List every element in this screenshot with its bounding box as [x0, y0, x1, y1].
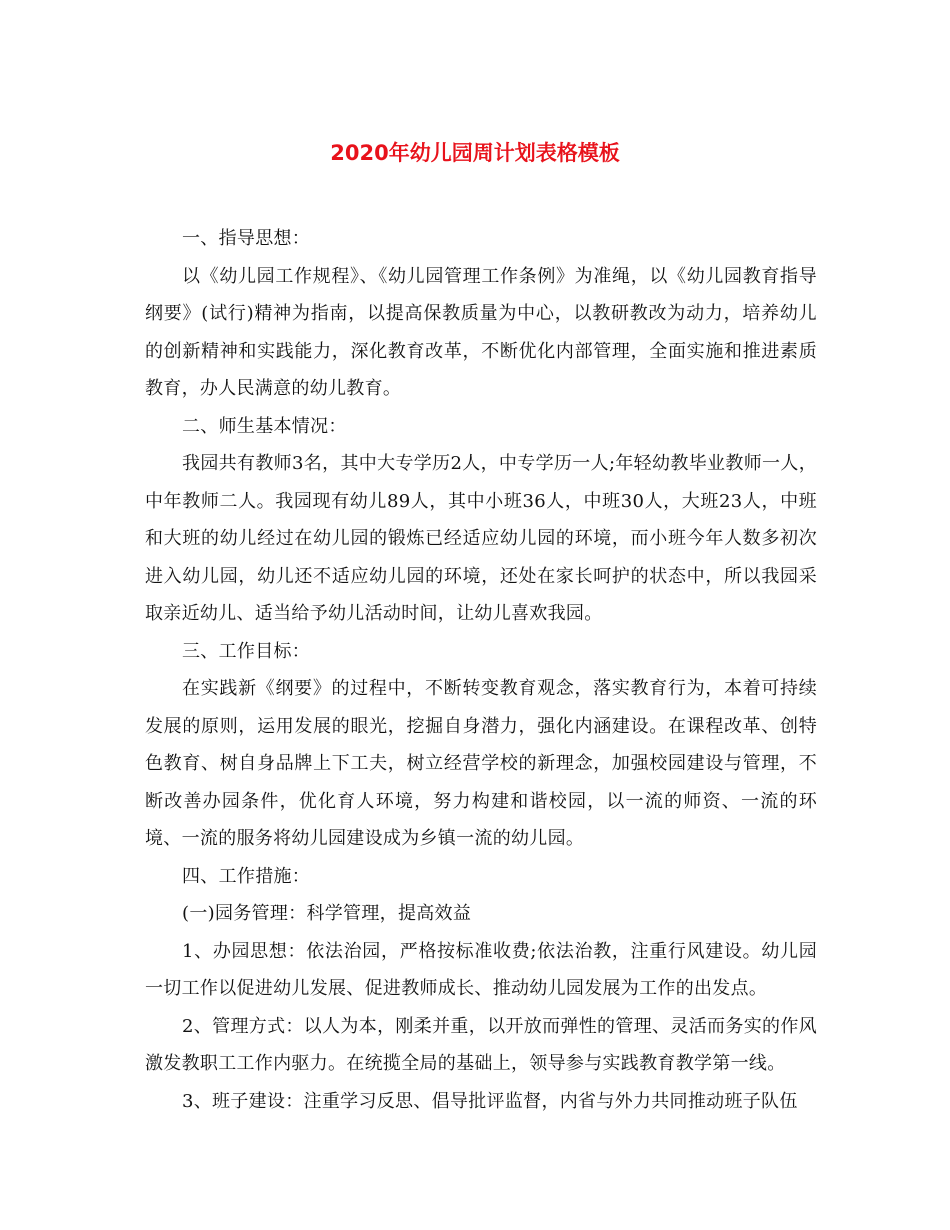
- paragraph-guiding-ideology: 以《幼儿园工作规程》、《幼儿园管理工作条例》为准绳，以《幼儿园教育指导纲要》(试行)精神为指南，以提高保教质量为中心，以教研教改为动力，培养幼儿的创新精神和实践能力，深化教育改革，不断优化内部管理，全面实施和推进素质教育，办人民满意的幼儿教育。: [145, 265, 817, 399]
- paragraph-staff-students: 我园共有教师3名，其中大专学历2人，中专学历一人;年轻幼教毕业教师一人，中年教师二人。我园现有幼儿89人，其中小班36人，中班30人，大班23人，中班和大班的幼儿经过在幼儿园的锻炼已经适应幼儿园的环境，而小班今年人数多初次进入幼儿园，幼儿还不适应幼儿园的环境，还处在家长呵护的状态中，所以我园采取亲近幼儿、适当给予幼儿活动时间，让幼儿喜欢我园。: [145, 453, 817, 624]
- paragraph-measure-3: 3、班子建设：注重学习反思、倡导批评监督，内省与外力共同推动班子队伍: [182, 1090, 798, 1112]
- section-heading-work-goals: 三、工作目标：: [182, 640, 311, 662]
- section-heading-work-measures: 四、工作措施：: [182, 865, 311, 887]
- section-heading-staff-students: 二、师生基本情况：: [182, 415, 347, 437]
- document-title: 2020年幼儿园周计划表格模板: [330, 141, 620, 165]
- paragraph-measure-2: 2、管理方式：以人为本，刚柔并重，以开放而弹性的管理、灵活而务实的作风激发教职工工作内驱力。在统揽全局的基础上，领导参与实践教育教学第一线。: [145, 1015, 817, 1074]
- paragraph-work-goals: 在实践新《纲要》的过程中，不断转变教育观念，落实教育行为，本着可持续发展的原则，运用发展的眼光，挖掘自身潜力，强化内涵建设。在课程改革、创特色教育、树自身品牌上下工夫，树立经营学校的新理念，加强校园建设与管理，不断改善办园条件，优化育人环境，努力构建和谐校园，以一流的师资、一流的环境、一流的服务将幼儿园建设成为乡镇一流的幼儿园。: [145, 678, 817, 849]
- paragraph-measure-1: 1、办园思想：依法治园，严格按标准收费;依法治教，注重行风建设。幼儿园一切工作以促进幼儿发展、促进教师成长、推动幼儿园发展为工作的出发点。: [145, 940, 817, 999]
- document-body: [145, 220, 817, 1120]
- subheading-kindergarten-management: (一)园务管理：科学管理，提高效益: [182, 903, 472, 924]
- section-heading-guiding-ideology: 一、指导思想：: [182, 228, 311, 249]
